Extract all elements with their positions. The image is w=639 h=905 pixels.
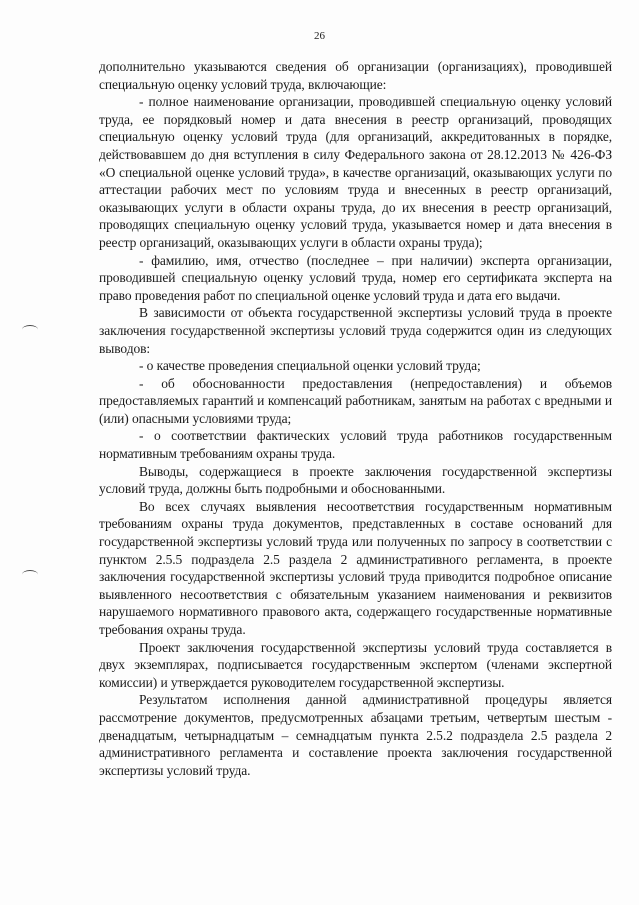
document-body	[99, 58, 612, 779]
paragraph: - фамилию, имя, отчество (последнее – при наличии) эксперта организации, проводившей специальную оценку условий труда, номер его сертификата эксперта на право проведения работ по специальной оценке условий труда и дата его выдачи.	[99, 252, 612, 303]
paragraph: - о соответствии фактических условий труда работников государственным нормативным требованиям охраны труда.	[99, 428, 612, 462]
paragraph: В зависимости от объекта государственной экспертизы условий труда в проекте заключения государственной экспертизы условий труда содержится один из следующих выводов:	[99, 305, 612, 356]
paragraph: - об обоснованности предоставления (непредоставления) и объемов предоставляемых гарантий и компенсаций работникам, занятым на работах с вредными и (или) опасными условиями труда;	[99, 375, 612, 426]
binding-hole-mark	[22, 570, 38, 579]
binding-hole-mark	[22, 325, 38, 334]
paragraph: Результатом исполнения данной административной процедуры является рассмотрение документов, предусмотренных абзацами третьим, четвертым шестым - двенадцатым, четырнадцатым – семнадцатым пункта 2.5.2 подраздела 2.5 раздела 2 административного регламента и составление проекта заключения государственной экспертизы условий труда.	[99, 692, 612, 778]
paragraph: Выводы, содержащиеся в проекте заключения государственной экспертизы условий труда, должны быть подробными и обоснованными.	[99, 463, 612, 497]
paragraph: дополнительно указываются сведения об организации (организациях), проводившей специальную оценку условий труда, включающие:	[99, 59, 612, 92]
paragraph: Проект заключения государственной экспертизы условий труда составляется в двух экземплярах, подписывается государственным экспертом (членами экспертной комиссии) и утверждается руководителем государственной экспертизы.	[99, 639, 612, 690]
paragraph: Во всех случаях выявления несоответствия государственным нормативным требованиям охраны труда документов, представленных в составе оснований для государственной экспертизы условий труда или полученных по запросу в соответствии с пунктом 2.5.5 подраздела 2.5 раздела 2 административного регламента, в проекте заключения государственной экспертизы условий труда приводится подробное описание выявленного несоответствия с обязательным указанием наименования и реквизитов нарушаемого нормативного правового акта, содержащего государственные нормативные требования охраны труда.	[99, 498, 612, 637]
page-number: 26	[314, 30, 325, 42]
paragraph: - полное наименование организации, проводившей специальную оценку условий труда, ее порядковый номер и дата внесения в реестр организаций, проводящих специальную оценку условий труда (для организаций, аккредитованных в порядке, действовавшем до дня вступления в силу Федерального закона от 28.12.2013 № 426-ФЗ «О специальной оценке условий труда», в качестве организаций, оказывающих услуги по аттестации рабочих мест по условиям труда и внесенных в реестр организаций, оказывающих услуги в области охраны труда, до их внесения в реестр организаций, проводящих специальную оценку условий труда, указывается номер и дата внесения в реестр организаций, оказывающих услуги в области охраны труда);	[99, 94, 612, 250]
paragraph: - о качестве проведения специальной оценки условий труда;	[139, 358, 481, 374]
